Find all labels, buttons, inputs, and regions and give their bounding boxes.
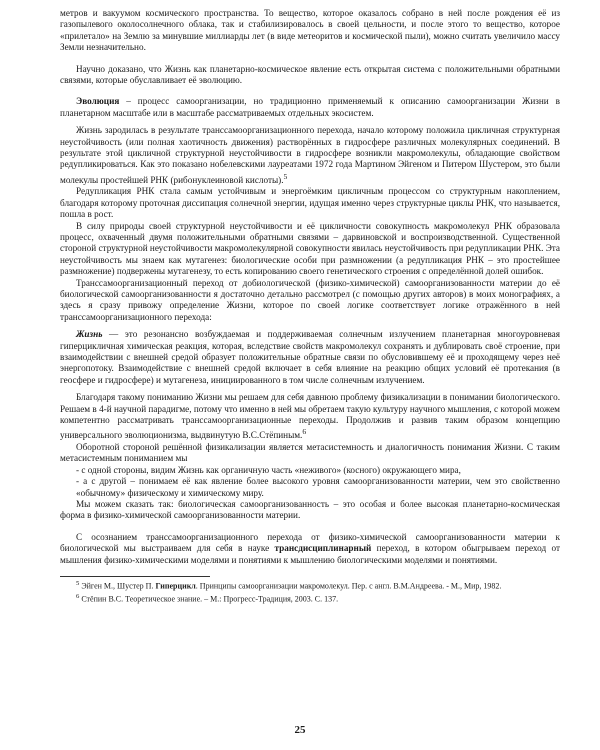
physicalization-text: Благодаря такому пониманию Жизни мы решаем для себя давнюю проблему физикализации в понимании биологического. Решаем в 4-й научной парадигме, потому что именно в ней мы обретаем такую культуру научного мышления, с которой можем компетентно рассматривать транссамоорганизационные переходы. Продолжив и развив таким образом концепцию универсального эволюционизма, выдвинутую В.С.Стёпиным. xyxy=(60,392,560,441)
footnote-6 xyxy=(60,592,560,605)
list-item-other-side: - а с другой – понимаем её как явление более высокого уровня самоорганизованности материи, чем это свойственно «обычному» физическому и химическому миру. xyxy=(76,476,560,498)
paragraph-mutagenesis: В силу природы своей структурной неустойчивости и её цикличности совокупность макромолекул РНК образовала процесс, охваченный двумя положительными обратными связями – дарвиновской и воспроизводственной. Существенной стороной структурной неустойчивости макромолекулярной совокупности явилась неустойчивость при редупликации РНК. Эта неустойчивость мы знаем как мутагенез: биологические особи при размножении (а редупликация РНК – это простейшее размножение) подвержены мутагенезу, то есть копированию своего генетического строения с определённой долей ошибок. xyxy=(60,220,560,277)
paragraph-metasystem: Оборотной стороной решённой физикализации является метасистемность и диалогичность понимания Жизни. С таким метасистемным пониманием мы xyxy=(60,441,560,464)
life-definition-text: — это резонансно возбуждаемая и поддерживаемая солнечным излучением планетарная многоуровневая гиперцикличная химическая реакция, которая, вследствие свойств макромолекул сохранять и дублировать своё строение, при взаимодействии с внешней средой образует положительные обратные связи по обусловившему её и проходящему через неё энергопотоку. Взаимодействие с внешней средой включает в себя влияние на реакцию общих условий её протекания (в геосфере и гидросфере) и мутагенеза, инициированного в том числе солнечным излучением. xyxy=(60,329,560,385)
term-transdisciplinary: трансдисциплинарный xyxy=(274,543,372,554)
footnote-6-text: Стёпин В.С. Теоретическое знание. – М.: Прогресс-Традиция, 2003. С. 137. xyxy=(79,594,339,604)
term-life: Жизнь xyxy=(76,329,103,340)
paragraph-life-definition xyxy=(60,329,560,386)
page-number: 25 xyxy=(294,724,306,736)
term-evolution: Эволюция xyxy=(76,96,120,107)
paragraph-earth-mass: метров и вакуумом космического пространства. То вещество, которое оказалось собрано в ней после рождения её из газопылевого околосолнечного облака, так и стабилизировалось в своей цельности, и после этого то вещество, которое «прилетало» на Землю за минувшие миллиарды лет (в виде метеоритов и космической пыли), можно считать увеличило массу Земли незначительно. xyxy=(60,8,560,53)
transdisciplinary-text-a: С осознанием транссамоорганизационного перехода от физико-химической самоорганизованности материи к биологической мы выстраиваем для себя в науке xyxy=(60,531,560,554)
footnote-6-mark: 6 xyxy=(76,592,80,600)
paragraph-biological-self-organization: Мы можем сказать так: биологическая самоорганизованность – это особая и более высокая планетарно-космическая форма в физико-химической самоорганизованности материи. xyxy=(60,498,560,521)
footnote-5 xyxy=(60,579,560,592)
paragraph-transdisciplinary xyxy=(60,532,560,566)
footnote-5-mark: 5 xyxy=(76,580,80,587)
paragraph-transition: Транссамоорганизационный переход от добиологической (физико-химической) самоорганизованности материи до её биологической самоорганизованности я достаточно детально рассмотрел (с помощью других авторов) в моих монографиях, а здесь я сразу привожу определение Жизни, которое по своей логике соответствует логике отражённого в ней транссамоорганизационного перехода: xyxy=(60,277,560,322)
paragraph-evolution-definition xyxy=(60,96,560,119)
paragraph-rna-reduplication: Редупликация РНК стала самым устойчивым и энергоёмким цикличным процессом со структурным накоплением, благодаря которому проточная диссипация солнечной энергии, идущая именно через структурные циклы РНК, что называется, пошла в рост. xyxy=(60,186,560,220)
footnote-5-title: Гиперцикл xyxy=(155,581,196,591)
list-item-one-side: - с одной стороны, видим Жизнь как органичную часть «неживого» (косного) окружающего мира, xyxy=(76,464,461,475)
life-origin-text: Жизнь зародилась в результате транссамоорганизационного перехода, начало которому положила цикличная структурная неустойчивость (или полная хаотичность движения) растворённых в гидросфере различных молекулярных соединений. В результате этой цикличной структурной неустойчивости в гидросфере возникли макромолекулы, обладающие свойством редупликироваться. Как это показано нобелевскими лауреатами 1972 года Мартином Эйгеном и Питером Шустером, это были молекулы простейшей РНК (рибонуклеиновой кислоты). xyxy=(60,125,560,185)
footnote-5-text-b: . Принципы самоорганизации макромолекул. Пер. с англ. В.М.Андреева. - М., Мир, 1982. xyxy=(195,581,502,591)
footnote-5-text-a: Эйген М., Шустер П. xyxy=(79,581,156,591)
paragraph-life-open-system: Научно доказано, что Жизнь как планетарно-космическое явление есть открытая система с положительными обратными связями, которые обуславливает её эволюцию. xyxy=(60,63,560,86)
footnote-ref-5: 5 xyxy=(283,171,288,181)
footnote-ref-6: 6 xyxy=(302,427,307,437)
evolution-definition-text: – процесс самоорганизации, но традиционно применяемый к описанию самоорганизации Жизни в планетарном масштабе или в масштабе рассматриваемых отдельных экосистем. xyxy=(60,96,560,118)
footnote-divider xyxy=(60,576,210,577)
paragraph-life-origin xyxy=(60,125,560,186)
paragraph-physicalization xyxy=(60,392,560,442)
transdisciplinary-text-b: переход, в котором обыгрываем переход от мышления физико-химическими моделями и понятиями к мышлению биологическими моделями и понятиями. xyxy=(60,543,560,565)
